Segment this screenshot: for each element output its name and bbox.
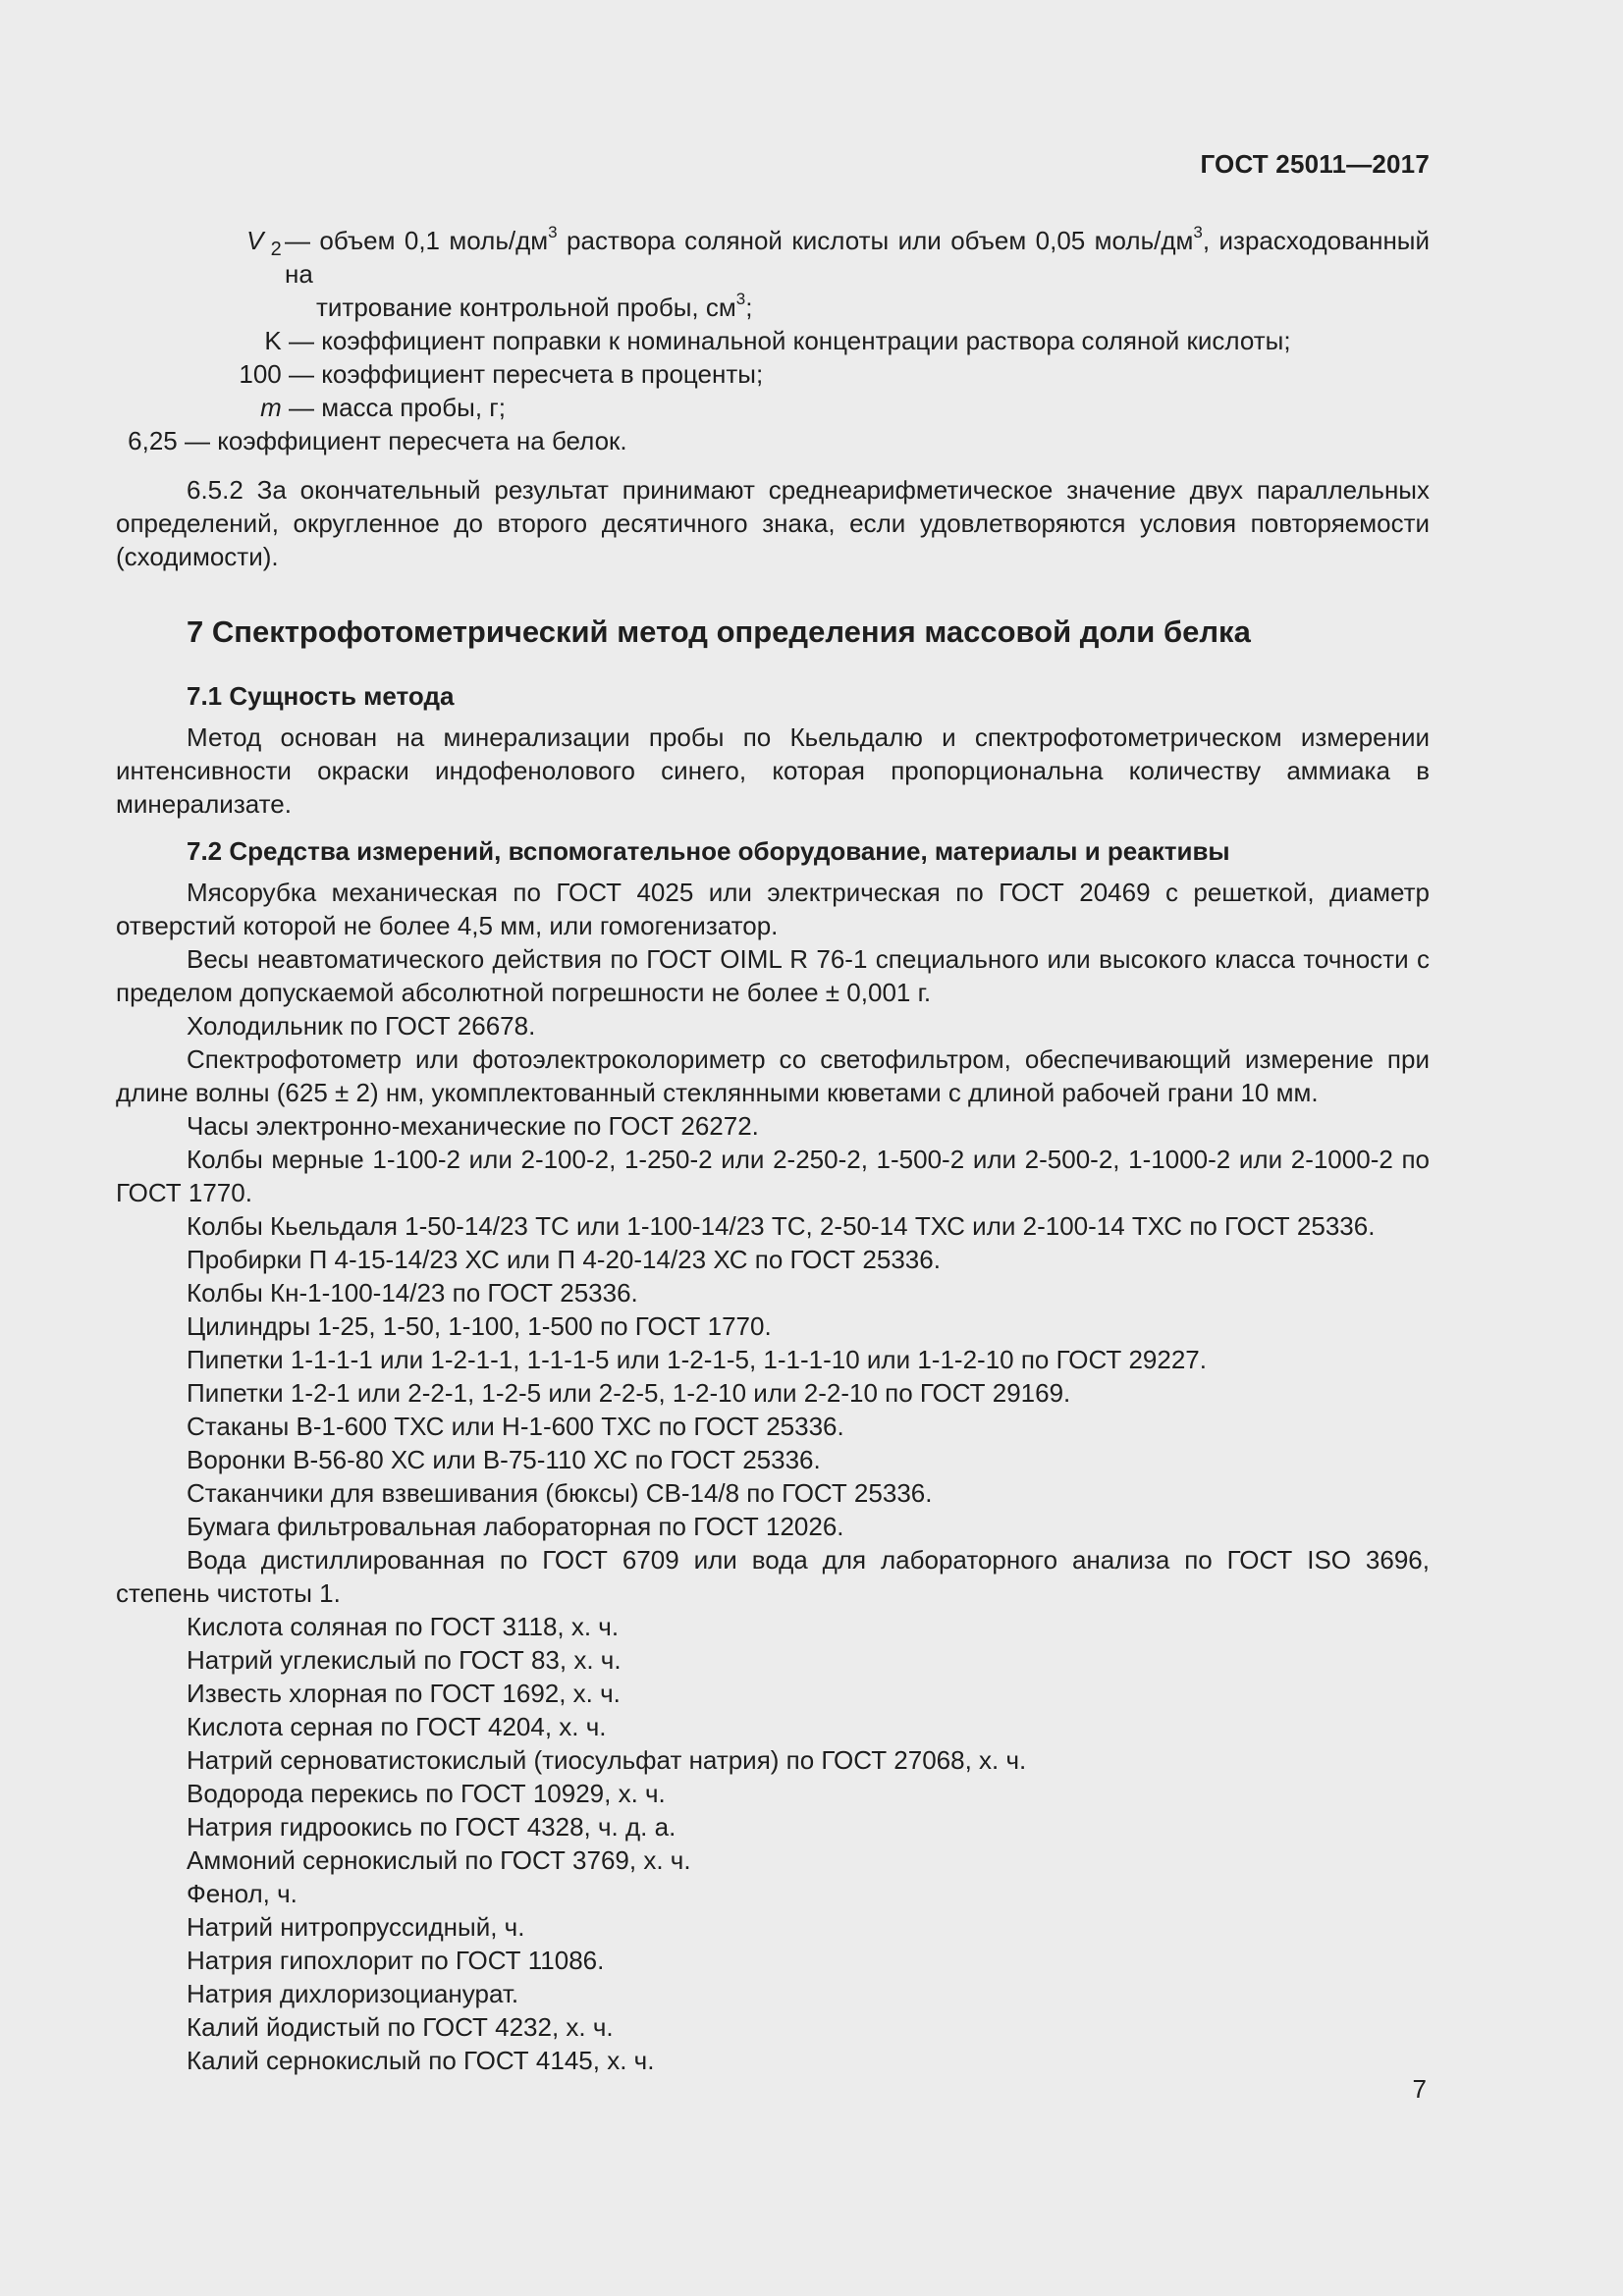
list-item: Колбы Кьельдаля 1-50-14/23 ТС или 1-100-14/23 ТС, 2-50-14 ТХС или 2-100-14 ТХС по ГОСТ 25336. xyxy=(187,1211,1376,1241)
symbol-subscript: 2 xyxy=(270,239,282,261)
list-item: Натрий серноватистокислый (тиосульфат натрия) по ГОСТ 27068, х. ч. xyxy=(187,1745,1027,1775)
legend-description xyxy=(285,224,1430,291)
legend-symbol xyxy=(116,357,289,391)
list-item: Бумага фильтровальная лабораторная по ГОСТ 12026. xyxy=(187,1512,844,1541)
legend-symbol xyxy=(116,424,185,457)
legend-description-cont xyxy=(289,291,1430,324)
legend-row-k xyxy=(116,324,1430,357)
legend-row-625 xyxy=(116,424,1430,457)
list-item: Цилиндры 1-25, 1-50, 1-100, 1-500 по ГОСТ 1770. xyxy=(187,1311,772,1341)
subsection-7-1-heading: 7.1 Сущность метода xyxy=(187,681,455,711)
list-item: Весы неавтоматического действия по ГОСТ OIML R 76-1 специального или высокого класса точности с пределом допускаемой абсолютной погрешности не более ± 0,001 г. xyxy=(116,944,1430,1007)
legend-description: — коэффициент пересчета на белок. xyxy=(185,426,627,455)
list-item: Калий сернокислый по ГОСТ 4145, х. ч. xyxy=(187,2046,655,2075)
list-item: Воронки В-56-80 ХС или В-75-110 ХС по ГОСТ 25336. xyxy=(187,1445,821,1474)
list-item: Известь хлорная по ГОСТ 1692, х. ч. xyxy=(187,1679,621,1708)
legend-row-100 xyxy=(116,357,1430,391)
list-item: Калий йодистый по ГОСТ 4232, х. ч. xyxy=(187,2012,614,2042)
list-item: Колбы Кн-1-100-14/23 по ГОСТ 25336. xyxy=(187,1278,638,1308)
legend-symbol xyxy=(116,324,289,357)
legend-symbol-spacer xyxy=(116,291,289,324)
legend-description: — масса пробы, г; xyxy=(289,393,506,422)
symbol-v: V xyxy=(246,226,264,255)
superscript: 3 xyxy=(735,290,746,309)
symbol-100: 100 xyxy=(239,359,282,389)
list-item: Колбы мерные 1-100-2 или 2-100-2, 1-250-2 или 2-250-2, 1-500-2 или 2-500-2, 1-1000-2 или 2-1000-2 по ГОСТ 1770. xyxy=(116,1145,1430,1207)
list-item: Водорода перекись по ГОСТ 10929, х. ч. xyxy=(187,1779,666,1808)
list-item: Мясорубка механическая по ГОСТ 4025 или электрическая по ГОСТ 20469 с решеткой, диаметр отверстий которой не более 4,5 мм, или гомогенизатор. xyxy=(116,878,1430,940)
subsection-7-1-text: Метод основан на минерализации пробы по Кьельдалю и спектрофотометрическом измерении интенсивности окраски индофенолового синего, которая пропорциональна количеству аммиака в минерализате. xyxy=(116,722,1430,819)
list-item: Кислота соляная по ГОСТ 3118, х. ч. xyxy=(187,1612,620,1641)
legend-text: титрование контрольной пробы, см xyxy=(316,293,736,322)
list-item: Холодильник по ГОСТ 26678. xyxy=(187,1011,536,1041)
legend-symbol xyxy=(116,391,289,424)
list-item: Натрий углекислый по ГОСТ 83, х. ч. xyxy=(187,1645,622,1675)
list-item: Вода дистиллированная по ГОСТ 6709 или вода для лабораторного анализа по ГОСТ ISO 3696, степень чистоты 1. xyxy=(116,1545,1430,1608)
list-item: Пипетки 1-2-1 или 2-2-1, 1-2-5 или 2-2-5, 1-2-10 или 2-2-10 по ГОСТ 29169. xyxy=(187,1378,1071,1408)
list-item: Пипетки 1-1-1-1 или 1-2-1-1, 1-1-1-5 или 1-2-1-5, 1-1-1-10 или 1-1-2-10 по ГОСТ 29227. xyxy=(187,1345,1207,1374)
list-item: Часы электронно-механические по ГОСТ 26272. xyxy=(187,1111,759,1141)
formula-legend xyxy=(116,224,1430,457)
list-item: Натрия дихлоризоцианурат. xyxy=(187,1979,519,2008)
list-item: Кислота серная по ГОСТ 4204, х. ч. xyxy=(187,1712,607,1741)
list-item: Фенол, ч. xyxy=(187,1879,298,1908)
symbol-k: K xyxy=(264,326,282,355)
page-number: 7 xyxy=(1412,2074,1427,2104)
subsection-7-2-heading: 7.2 Средства измерений, вспомогательное оборудование, материалы и реактивы xyxy=(187,836,1230,866)
equipment-list xyxy=(116,876,1430,2077)
superscript: 3 xyxy=(1193,223,1203,242)
legend-text: раствора соляной кислоты или объем 0,05 моль/дм xyxy=(557,226,1194,255)
symbol-625: 6,25 xyxy=(128,426,178,455)
list-item: Стаканчики для взвешивания (бюксы) СВ-14/8 по ГОСТ 25336. xyxy=(187,1478,933,1508)
list-item: Натрия гипохлорит по ГОСТ 11086. xyxy=(187,1946,605,1975)
legend-row-m xyxy=(116,391,1430,424)
list-item: Стаканы В-1-600 ТХС или Н-1-600 ТХС по ГОСТ 25336. xyxy=(187,1412,844,1441)
legend-row-v2 xyxy=(116,224,1430,291)
list-item: Натрия гидроокись по ГОСТ 4328, ч. д. а. xyxy=(187,1812,676,1842)
legend-text: — объем 0,1 моль/дм xyxy=(285,226,549,255)
page-content xyxy=(116,224,1430,2077)
legend-row-v2-cont xyxy=(116,291,1430,324)
paragraph-6-5-2: 6.5.2 За окончательный результат принимают среднеарифметическое значение двух параллельных определений, округленное до второго десятичного знака, если удовлетворяются условия повторяемости (сходимости). xyxy=(116,475,1430,571)
symbol-m: m xyxy=(260,393,282,422)
section-7-heading: 7 Спектрофотометрический метод определения массовой доли белка xyxy=(187,614,1251,649)
list-item: Натрий нитропруссидный, ч. xyxy=(187,1912,525,1942)
legend-symbol xyxy=(116,224,289,291)
list-item: Аммоний сернокислый по ГОСТ 3769, х. ч. xyxy=(187,1845,691,1875)
list-item: Спектрофотометр или фотоэлектроколориметр со светофильтром, обеспечивающий измерение при длине волны (625 ± 2) нм, укомплектованный стеклянными кюветами с длиной рабочей грани 10 мм. xyxy=(116,1044,1430,1107)
document-number-header: ГОСТ 25011—2017 xyxy=(1200,149,1430,179)
legend-description: — коэффициент поправки к номинальной концентрации раствора соляной кислоты; xyxy=(289,326,1291,355)
legend-text: , израсходованный на xyxy=(285,226,1431,289)
legend-text: ; xyxy=(745,293,753,322)
list-item: Пробирки П 4-15-14/23 ХС или П 4-20-14/23 ХС по ГОСТ 25336. xyxy=(187,1245,941,1274)
superscript: 3 xyxy=(548,223,558,242)
legend-description: — коэффициент пересчета в проценты; xyxy=(289,359,764,389)
